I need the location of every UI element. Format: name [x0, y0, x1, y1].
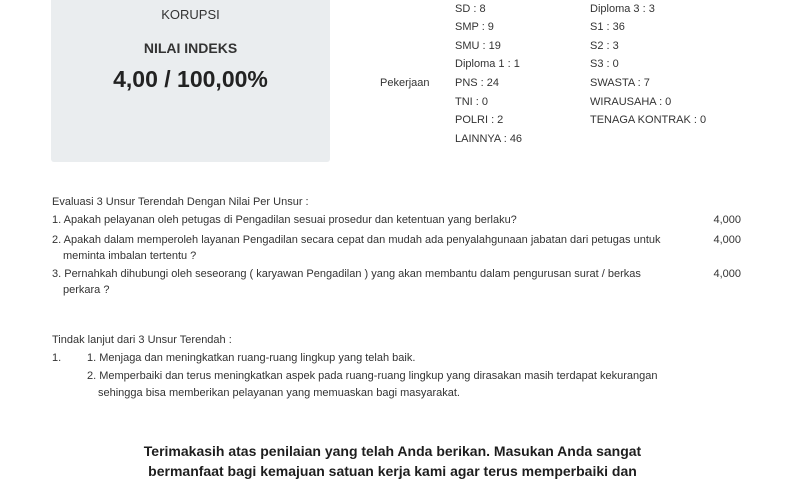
evaluation-score-1: 4,000 [713, 214, 741, 226]
job-lainnya: LAINNYA : 46 [455, 133, 523, 145]
index-label: NILAI INDEKS [143, 40, 238, 56]
occupation-label: Pekerjaan [380, 77, 430, 89]
evaluation-item-3: 3. Pernahkah dihubungi oleh seseorang ( karyawan Pengadilan ) yang akan membantu dalam pengurusan surat / berkas [52, 268, 641, 280]
index-value: 4,00 / 100,00% [113, 66, 268, 92]
edu-s2: S2 : 3 [590, 40, 619, 52]
evaluation-item-2-cont: meminta imbalan tertentu ? [63, 250, 197, 262]
edu-diploma3: Diploma 3 : 3 [590, 3, 655, 15]
followup-heading: Tindak lanjut dari 3 Unsur Terendah : [52, 334, 232, 346]
evaluation-score-3: 4,000 [713, 268, 741, 280]
followup-line-3: sehingga bisa memberikan pelayanan yang memuaskan bagi masyarakat. [98, 387, 460, 399]
evaluation-item-2: 2. Apakah dalam memperoleh layanan Pengadilan secara cepat dan mudah ada penyalahgunaan jabatan dari petugas untuk [52, 234, 661, 246]
evaluation-score-2: 4,000 [713, 234, 741, 246]
followup-number: 1. [52, 352, 62, 364]
thank-you-line-1: Terimakasih atas penilaian yang telah Anda berikan. Masukan Anda sangat [143, 443, 642, 459]
followup-line-2: 2. Memperbaiki dan terus meningkatkan aspek pada ruang-ruang lingkup yang dirasakan masih terdapat kekurangan [87, 370, 658, 382]
job-pns: PNS : 24 [455, 77, 500, 89]
evaluation-item-1: 1. Apakah pelayanan oleh petugas di Pengadilan sesuai prosedur dan ketentuan yang berlaku? [52, 214, 517, 226]
edu-s3: S3 : 0 [590, 58, 619, 70]
edu-sd: SD : 8 [455, 3, 486, 15]
job-tenaga-kontrak: TENAGA KONTRAK : 0 [590, 114, 707, 126]
thank-you-line-2: bermanfaat bagi kemajuan satuan kerja kami agar terus memperbaiki dan [148, 463, 637, 479]
thank-you-message [0, 441, 785, 481]
job-tni: TNI : 0 [455, 96, 489, 108]
edu-smu: SMU : 19 [455, 40, 501, 52]
job-swasta: SWASTA : 7 [590, 77, 650, 89]
edu-diploma1: Diploma 1 : 1 [455, 58, 520, 70]
card-subtitle: KORUPSI [161, 7, 220, 22]
job-polri: POLRI : 2 [455, 114, 504, 126]
index-card [51, 0, 330, 162]
evaluation-item-3-cont: perkara ? [63, 284, 110, 296]
evaluation-heading: Evaluasi 3 Unsur Terendah Dengan Nilai Per Unsur : [52, 196, 309, 208]
job-wirausaha: WIRAUSAHA : 0 [590, 96, 672, 108]
followup-line-1: 1. Menjaga dan meningkatkan ruang-ruang lingkup yang telah baik. [87, 352, 416, 364]
edu-smp: SMP : 9 [455, 21, 494, 33]
edu-s1: S1 : 36 [590, 21, 625, 33]
